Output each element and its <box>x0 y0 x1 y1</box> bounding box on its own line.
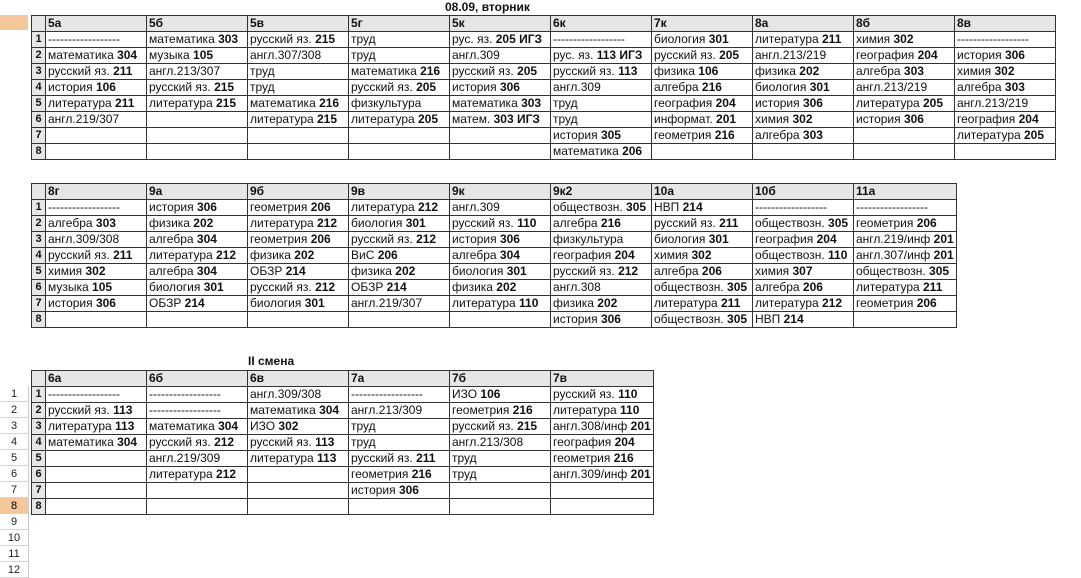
lesson-cell[interactable]: физика 202 <box>450 280 551 296</box>
lesson-cell[interactable]: география 204 <box>955 112 1056 128</box>
lesson-cell[interactable]: русский яз. 211 <box>349 451 450 467</box>
lesson-number[interactable]: 3 <box>32 419 46 435</box>
lesson-cell[interactable]: ОБЗР 214 <box>248 264 349 280</box>
class-header-10а[interactable]: 10а <box>652 184 753 200</box>
lesson-cell[interactable] <box>248 467 349 483</box>
lesson-cell[interactable]: русский яз. 215 <box>248 32 349 48</box>
schedule-table-first-shift-a <box>31 15 1056 160</box>
lesson-cell[interactable]: литература 211 <box>652 296 753 312</box>
lesson-cell[interactable]: алгебра 304 <box>147 232 248 248</box>
corner-cell[interactable] <box>32 184 46 200</box>
lesson-cell[interactable]: русский яз. 205 <box>349 80 450 96</box>
lesson-cell[interactable]: история 306 <box>349 483 450 499</box>
schedule-table-first-shift-b <box>31 183 957 328</box>
lesson-cell[interactable]: англ.309 <box>551 80 652 96</box>
lesson-cell[interactable]: литература 212 <box>753 296 854 312</box>
lesson-cell[interactable]: геометрия 216 <box>349 467 450 483</box>
lesson-row-1 <box>32 32 1056 48</box>
lesson-cell[interactable]: НВП 214 <box>753 312 854 328</box>
lesson-cell[interactable]: литература 113 <box>46 419 147 435</box>
lesson-cell[interactable]: биология 301 <box>652 32 753 48</box>
lesson-cell[interactable]: геометрия 206 <box>248 200 349 216</box>
lesson-number[interactable]: 8 <box>32 312 46 328</box>
lesson-row-6 <box>32 112 1056 128</box>
lesson-cell[interactable]: химия 302 <box>854 32 955 48</box>
lesson-cell[interactable] <box>955 144 1056 160</box>
lesson-cell[interactable]: физкультура <box>349 96 450 112</box>
lesson-row-5 <box>32 264 957 280</box>
lesson-cell[interactable]: ------------------ <box>147 403 248 419</box>
lesson-cell[interactable]: математика 216 <box>349 64 450 80</box>
lesson-cell[interactable]: химия 307 <box>753 264 854 280</box>
class-header-5в[interactable]: 5в <box>248 16 349 32</box>
lesson-row-8 <box>32 499 654 515</box>
lesson-cell[interactable]: русский яз. 211 <box>652 216 753 232</box>
lesson-cell[interactable]: физика 202 <box>248 248 349 264</box>
lesson-cell[interactable]: русский яз. 113 <box>248 435 349 451</box>
class-header-11а[interactable]: 11а <box>854 184 957 200</box>
lesson-cell[interactable]: англ.213/219 <box>955 96 1056 112</box>
lesson-cell[interactable]: история 306 <box>955 48 1056 64</box>
lesson-cell[interactable]: англ.213/307 <box>147 64 248 80</box>
lesson-number[interactable]: 7 <box>32 296 46 312</box>
lesson-cell[interactable]: математика 304 <box>46 48 147 64</box>
lesson-cell[interactable]: математика 206 <box>551 144 652 160</box>
class-header-9к[interactable]: 9к <box>450 184 551 200</box>
lesson-cell[interactable]: труд <box>349 435 450 451</box>
row-header-12[interactable]: 12 <box>0 562 28 578</box>
class-header-6а[interactable]: 6а <box>46 371 147 387</box>
lesson-cell[interactable] <box>46 144 147 160</box>
lesson-cell[interactable]: англ.308/инф 201 <box>551 419 654 435</box>
lesson-number[interactable]: 7 <box>32 128 46 144</box>
class-header-8б[interactable]: 8б <box>854 16 955 32</box>
lesson-number[interactable]: 3 <box>32 64 46 80</box>
lesson-cell[interactable] <box>753 144 854 160</box>
class-header-6в[interactable]: 6в <box>248 371 349 387</box>
lesson-cell[interactable]: русский яз. 212 <box>349 232 450 248</box>
lesson-cell[interactable]: география 204 <box>652 96 753 112</box>
row-header-11[interactable]: 11 <box>0 546 28 562</box>
lesson-number[interactable]: 6 <box>32 280 46 296</box>
lesson-cell[interactable]: биология 301 <box>147 280 248 296</box>
lesson-row-7 <box>32 128 1056 144</box>
lesson-cell[interactable]: биология 301 <box>753 80 854 96</box>
lesson-cell[interactable]: физика 202 <box>551 296 652 312</box>
lesson-cell[interactable]: англ.213/308 <box>450 435 551 451</box>
lesson-cell[interactable]: литература 212 <box>349 200 450 216</box>
lesson-cell[interactable] <box>349 312 450 328</box>
lesson-cell[interactable]: рус. яз. 205 ИГЗ <box>450 32 551 48</box>
lesson-cell[interactable]: история 306 <box>753 96 854 112</box>
lesson-cell[interactable] <box>854 144 955 160</box>
lesson-cell[interactable]: русский яз. 205 <box>450 64 551 80</box>
lesson-cell[interactable]: алгебра 206 <box>652 264 753 280</box>
lesson-cell[interactable] <box>147 144 248 160</box>
lesson-cell[interactable]: русский яз. 212 <box>147 435 248 451</box>
lesson-cell[interactable] <box>248 312 349 328</box>
corner-cell[interactable] <box>32 371 46 387</box>
lesson-cell[interactable]: биология 301 <box>652 232 753 248</box>
lesson-number[interactable]: 6 <box>32 467 46 483</box>
lesson-number[interactable]: 5 <box>32 96 46 112</box>
lesson-cell[interactable]: англ.213/219 <box>753 48 854 64</box>
lesson-cell[interactable]: литература 205 <box>955 128 1056 144</box>
lesson-cell[interactable]: физика 202 <box>349 264 450 280</box>
lesson-cell[interactable]: математика 303 <box>450 96 551 112</box>
schedule-table-second-shift <box>31 370 654 515</box>
lesson-row-2 <box>32 216 957 232</box>
row-header-2[interactable]: 2 <box>0 402 28 418</box>
lesson-cell[interactable]: обществозн. 305 <box>854 264 957 280</box>
lesson-cell[interactable]: ------------------ <box>46 387 147 403</box>
lesson-cell[interactable]: англ.213/309 <box>349 403 450 419</box>
lesson-cell[interactable] <box>450 128 551 144</box>
table-header-row <box>32 371 654 387</box>
lesson-cell[interactable]: русский яз. 212 <box>551 264 652 280</box>
lesson-cell[interactable]: алгебра 216 <box>551 216 652 232</box>
row-header-4[interactable]: 4 <box>0 434 28 450</box>
lesson-cell[interactable]: геометрия 216 <box>450 403 551 419</box>
lesson-cell[interactable] <box>349 499 450 515</box>
lesson-row-7 <box>32 483 654 499</box>
lesson-number[interactable]: 4 <box>32 248 46 264</box>
lesson-cell[interactable]: англ.307/инф 201 <box>854 248 957 264</box>
lesson-number[interactable]: 2 <box>32 48 46 64</box>
lesson-cell[interactable] <box>46 483 147 499</box>
lesson-cell[interactable]: ОБЗР 214 <box>349 280 450 296</box>
lesson-cell[interactable]: англ.309/308 <box>46 232 147 248</box>
lesson-number[interactable]: 4 <box>32 80 46 96</box>
lesson-number[interactable]: 8 <box>32 144 46 160</box>
lesson-cell[interactable]: алгебра 206 <box>753 280 854 296</box>
lesson-row-4 <box>32 248 957 264</box>
row-header-7[interactable]: 7 <box>0 482 28 498</box>
lesson-cell[interactable]: литература 205 <box>854 96 955 112</box>
lesson-cell[interactable]: физика 202 <box>147 216 248 232</box>
lesson-cell[interactable]: англ.309/инф 201 <box>551 467 654 483</box>
lesson-cell[interactable] <box>248 483 349 499</box>
lesson-cell[interactable]: история 306 <box>46 296 147 312</box>
lesson-cell[interactable] <box>46 451 147 467</box>
lesson-cell[interactable]: биология 301 <box>248 296 349 312</box>
lesson-cell[interactable]: англ.219/307 <box>349 296 450 312</box>
lesson-cell[interactable]: геометрия 206 <box>854 216 957 232</box>
lesson-cell[interactable]: ------------------ <box>349 387 450 403</box>
lesson-cell[interactable]: литература 215 <box>147 96 248 112</box>
lesson-cell[interactable]: география 204 <box>753 232 854 248</box>
lesson-cell[interactable]: химия 302 <box>753 112 854 128</box>
lesson-cell[interactable]: алгебра 303 <box>46 216 147 232</box>
lesson-number[interactable]: 1 <box>32 32 46 48</box>
lesson-cell[interactable] <box>147 499 248 515</box>
lesson-row-5 <box>32 96 1056 112</box>
lesson-cell[interactable]: история 306 <box>147 200 248 216</box>
lesson-cell[interactable]: литература 110 <box>450 296 551 312</box>
lesson-cell[interactable]: русский яз. 110 <box>551 387 654 403</box>
lesson-cell[interactable]: труд <box>349 32 450 48</box>
lesson-cell[interactable]: математика 304 <box>46 435 147 451</box>
lesson-cell[interactable]: география 204 <box>551 248 652 264</box>
lesson-row-2 <box>32 48 1056 64</box>
schedule-title: 08.09, вторник <box>445 0 530 14</box>
lesson-cell[interactable]: русский яз. 113 <box>551 64 652 80</box>
lesson-cell[interactable]: физкультура <box>551 232 652 248</box>
lesson-cell[interactable] <box>450 483 551 499</box>
class-header-9к2[interactable]: 9к2 <box>551 184 652 200</box>
row-header-9[interactable]: 9 <box>0 514 28 530</box>
lesson-number[interactable]: 6 <box>32 112 46 128</box>
lesson-cell[interactable]: алгебра 303 <box>955 80 1056 96</box>
lesson-cell[interactable]: труд <box>248 80 349 96</box>
lesson-row-5 <box>32 451 654 467</box>
lesson-row-8 <box>32 144 1056 160</box>
lesson-cell[interactable]: ВиС 206 <box>349 248 450 264</box>
lesson-cell[interactable]: биология 301 <box>450 264 551 280</box>
lesson-cell[interactable]: история 306 <box>450 80 551 96</box>
lesson-cell[interactable]: физика 106 <box>652 64 753 80</box>
lesson-cell[interactable]: история 306 <box>551 312 652 328</box>
lesson-cell[interactable]: англ.219/309 <box>147 451 248 467</box>
lesson-row-3 <box>32 232 957 248</box>
lesson-cell[interactable]: литература 211 <box>854 280 957 296</box>
lesson-cell[interactable]: русский яз. 215 <box>147 80 248 96</box>
lesson-cell[interactable]: русский яз. 113 <box>46 403 147 419</box>
lesson-cell[interactable]: ------------------ <box>551 32 652 48</box>
lesson-cell[interactable]: англ.309 <box>450 48 551 64</box>
lesson-row-2 <box>32 403 654 419</box>
lesson-cell[interactable] <box>349 144 450 160</box>
lesson-cell[interactable]: обществозн. 305 <box>753 216 854 232</box>
lesson-number[interactable]: 2 <box>32 403 46 419</box>
class-header-5к[interactable]: 5к <box>450 16 551 32</box>
lesson-cell[interactable]: музыка 105 <box>147 48 248 64</box>
lesson-cell[interactable]: литература 110 <box>551 403 654 419</box>
class-header-10б[interactable]: 10б <box>753 184 854 200</box>
lesson-number[interactable]: 7 <box>32 483 46 499</box>
row-header-selected-strip[interactable] <box>0 15 28 30</box>
lesson-cell[interactable] <box>46 499 147 515</box>
lesson-cell[interactable]: ------------------ <box>46 200 147 216</box>
lesson-cell[interactable]: труд <box>248 64 349 80</box>
lesson-cell[interactable]: геометрия 216 <box>652 128 753 144</box>
lesson-cell[interactable] <box>147 112 248 128</box>
lesson-row-3 <box>32 419 654 435</box>
lesson-cell[interactable]: литература 113 <box>248 451 349 467</box>
row-header-10[interactable]: 10 <box>0 530 28 546</box>
lesson-cell[interactable]: рус. яз. 113 ИГЗ <box>551 48 652 64</box>
lesson-cell[interactable] <box>147 312 248 328</box>
lesson-cell[interactable] <box>147 483 248 499</box>
lesson-cell[interactable]: обществозн. 305 <box>652 280 753 296</box>
lesson-cell[interactable]: ------------------ <box>854 200 957 216</box>
lesson-cell[interactable]: математика 304 <box>147 419 248 435</box>
class-header-8а[interactable]: 8а <box>753 16 854 32</box>
lesson-cell[interactable]: труд <box>450 467 551 483</box>
lesson-cell[interactable]: геометрия 206 <box>854 296 957 312</box>
lesson-cell[interactable]: русский яз. 110 <box>450 216 551 232</box>
class-header-6к[interactable]: 6к <box>551 16 652 32</box>
lesson-cell[interactable]: ------------------ <box>147 387 248 403</box>
class-header-9в[interactable]: 9в <box>349 184 450 200</box>
lesson-cell[interactable]: алгебра 304 <box>450 248 551 264</box>
lesson-cell[interactable] <box>349 128 450 144</box>
lesson-cell[interactable]: литература 212 <box>248 216 349 232</box>
lesson-cell[interactable]: ИЗО 302 <box>248 419 349 435</box>
class-header-5г[interactable]: 5г <box>349 16 450 32</box>
lesson-cell[interactable] <box>450 312 551 328</box>
lesson-cell[interactable]: литература 215 <box>248 112 349 128</box>
lesson-cell[interactable]: биология 301 <box>349 216 450 232</box>
lesson-row-1 <box>32 200 957 216</box>
lesson-cell[interactable]: математика 303 <box>147 32 248 48</box>
lesson-cell[interactable]: англ.219/307 <box>46 112 147 128</box>
class-header-7б[interactable]: 7б <box>450 371 551 387</box>
lesson-cell[interactable] <box>551 499 654 515</box>
lesson-number[interactable]: 2 <box>32 216 46 232</box>
lesson-cell[interactable]: русский яз. 211 <box>46 64 147 80</box>
lesson-cell[interactable] <box>46 467 147 483</box>
lesson-cell[interactable] <box>46 312 147 328</box>
lesson-number[interactable]: 5 <box>32 264 46 280</box>
corner-cell[interactable] <box>32 16 46 32</box>
lesson-cell[interactable]: ИЗО 106 <box>450 387 551 403</box>
lesson-cell[interactable]: матем. 303 ИГЗ <box>450 112 551 128</box>
lesson-cell[interactable]: ОБЗР 214 <box>147 296 248 312</box>
class-header-6б[interactable]: 6б <box>147 371 248 387</box>
lesson-cell[interactable]: ------------------ <box>46 32 147 48</box>
lesson-cell[interactable]: геометрия 206 <box>248 232 349 248</box>
row-header-5[interactable]: 5 <box>0 450 28 466</box>
lesson-cell[interactable]: история 305 <box>551 128 652 144</box>
lesson-cell[interactable] <box>450 144 551 160</box>
lesson-number[interactable]: 3 <box>32 232 46 248</box>
lesson-cell[interactable]: русский яз. 215 <box>450 419 551 435</box>
lesson-row-7 <box>32 296 957 312</box>
lesson-cell[interactable]: география 204 <box>854 48 955 64</box>
lesson-number[interactable]: 5 <box>32 451 46 467</box>
lesson-cell[interactable]: обществозн. 305 <box>551 200 652 216</box>
lesson-cell[interactable] <box>46 128 147 144</box>
row-header-6[interactable]: 6 <box>0 466 28 482</box>
lesson-cell[interactable]: труд <box>349 419 450 435</box>
class-header-5б[interactable]: 5б <box>147 16 248 32</box>
lesson-cell[interactable]: англ.307/308 <box>248 48 349 64</box>
class-header-7а[interactable]: 7а <box>349 371 450 387</box>
lesson-cell[interactable]: информат. 201 <box>652 112 753 128</box>
lesson-cell[interactable]: литература 205 <box>349 112 450 128</box>
lesson-row-8 <box>32 312 957 328</box>
class-header-5а[interactable]: 5а <box>46 16 147 32</box>
lesson-cell[interactable] <box>854 128 955 144</box>
row-header-1[interactable]: 1 <box>0 386 28 402</box>
lesson-cell[interactable]: англ.213/219 <box>854 80 955 96</box>
lesson-cell[interactable]: труд <box>551 112 652 128</box>
row-header-3[interactable]: 3 <box>0 418 28 434</box>
lesson-cell[interactable]: англ.309 <box>450 200 551 216</box>
lesson-cell[interactable]: алгебра 216 <box>652 80 753 96</box>
lesson-cell[interactable]: химия 302 <box>955 64 1056 80</box>
lesson-cell[interactable] <box>147 128 248 144</box>
lesson-cell[interactable]: труд <box>551 96 652 112</box>
lesson-cell[interactable]: алгебра 303 <box>854 64 955 80</box>
lesson-cell[interactable] <box>652 144 753 160</box>
lesson-cell[interactable]: ------------------ <box>955 32 1056 48</box>
class-header-7в[interactable]: 7в <box>551 371 654 387</box>
lesson-row-1 <box>32 387 654 403</box>
lesson-cell[interactable]: русский яз. 212 <box>248 280 349 296</box>
lesson-cell[interactable]: труд <box>450 451 551 467</box>
lesson-row-3 <box>32 64 1056 80</box>
lesson-cell[interactable]: англ.309/308 <box>248 387 349 403</box>
table-header-row <box>32 16 1056 32</box>
lesson-row-4 <box>32 80 1056 96</box>
lesson-number[interactable]: 1 <box>32 387 46 403</box>
lesson-cell[interactable] <box>450 499 551 515</box>
lesson-cell[interactable]: химия 302 <box>652 248 753 264</box>
lesson-cell[interactable]: литература 211 <box>46 96 147 112</box>
lesson-cell[interactable]: алгебра 303 <box>753 128 854 144</box>
class-header-8г[interactable]: 8г <box>46 184 147 200</box>
lesson-cell[interactable]: литература 211 <box>753 32 854 48</box>
lesson-cell[interactable]: история 306 <box>854 112 955 128</box>
lesson-cell[interactable]: история 306 <box>450 232 551 248</box>
lesson-cell[interactable]: математика 304 <box>248 403 349 419</box>
lesson-cell[interactable]: англ.219/инф 201 <box>854 232 957 248</box>
lesson-cell[interactable]: физика 202 <box>753 64 854 80</box>
class-header-9а[interactable]: 9а <box>147 184 248 200</box>
lesson-cell[interactable] <box>248 128 349 144</box>
lesson-cell[interactable]: химия 302 <box>46 264 147 280</box>
class-header-8в[interactable]: 8в <box>955 16 1056 32</box>
lesson-cell[interactable]: обществозн. 305 <box>652 312 753 328</box>
lesson-cell[interactable]: литература 212 <box>147 467 248 483</box>
lesson-number[interactable]: 1 <box>32 200 46 216</box>
lesson-number[interactable]: 8 <box>32 499 46 515</box>
lesson-cell[interactable] <box>551 483 654 499</box>
lesson-cell[interactable]: геометрия 216 <box>551 451 654 467</box>
lesson-cell[interactable]: труд <box>349 48 450 64</box>
row-header-8[interactable]: 8 <box>0 498 28 514</box>
lesson-cell[interactable]: ------------------ <box>753 200 854 216</box>
lesson-row-4 <box>32 435 654 451</box>
class-header-7к[interactable]: 7к <box>652 16 753 32</box>
table-header-row <box>32 184 957 200</box>
lesson-cell[interactable]: география 204 <box>551 435 654 451</box>
second-shift-title: II смена <box>248 354 295 368</box>
lesson-cell[interactable]: математика 216 <box>248 96 349 112</box>
lesson-number[interactable]: 4 <box>32 435 46 451</box>
lesson-cell[interactable]: история 106 <box>46 80 147 96</box>
lesson-cell[interactable]: музыка 105 <box>46 280 147 296</box>
lesson-row-6 <box>32 467 654 483</box>
lesson-cell[interactable]: литература 212 <box>147 248 248 264</box>
lesson-row-6 <box>32 280 957 296</box>
lesson-cell[interactable]: русский яз. 205 <box>652 48 753 64</box>
lesson-cell[interactable] <box>248 144 349 160</box>
lesson-cell[interactable]: алгебра 304 <box>147 264 248 280</box>
lesson-cell[interactable]: англ.308 <box>551 280 652 296</box>
lesson-cell[interactable] <box>248 499 349 515</box>
class-header-9б[interactable]: 9б <box>248 184 349 200</box>
lesson-cell[interactable]: обществозн. 110 <box>753 248 854 264</box>
spreadsheet-row-headers[interactable] <box>0 386 29 578</box>
lesson-cell[interactable]: НВП 214 <box>652 200 753 216</box>
lesson-cell[interactable] <box>854 312 957 328</box>
lesson-cell[interactable]: русский яз. 211 <box>46 248 147 264</box>
